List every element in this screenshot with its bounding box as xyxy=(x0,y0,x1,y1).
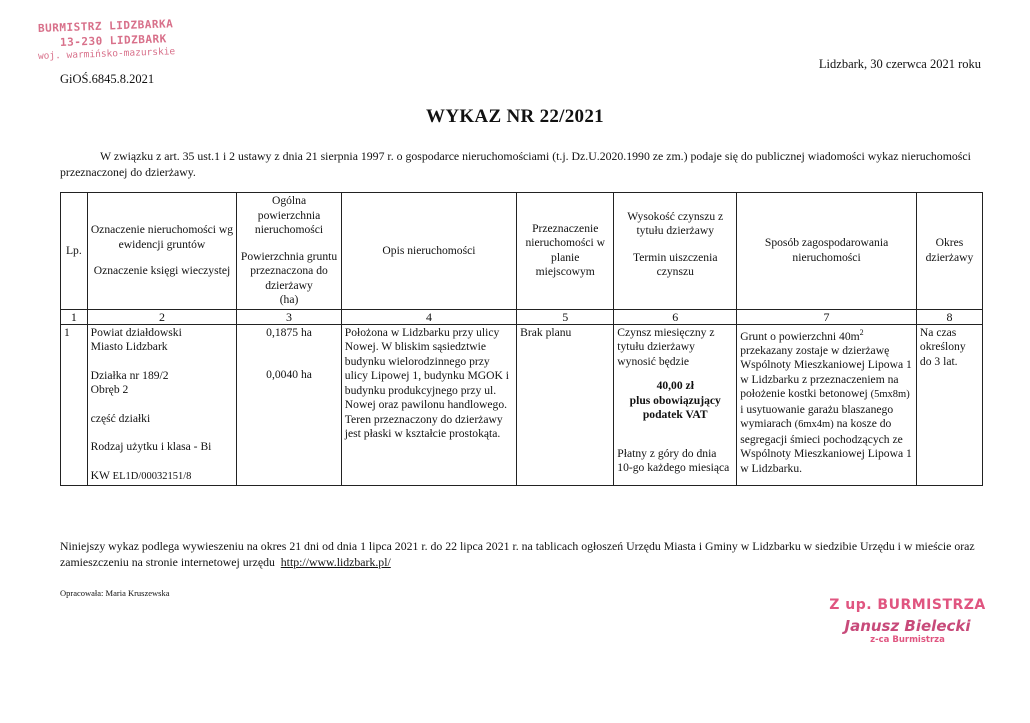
cell-czynsz-vat: plus obowiązujący podatek VAT xyxy=(629,393,721,421)
cell-sposob-c: i usytuowanie garażu blaszanego wymiarach xyxy=(740,402,894,431)
header-wysokosc: Wysokość czynszu z tytułu dzierżawy xyxy=(627,209,724,238)
cell-kw-label: KW xyxy=(90,468,110,482)
header-oznaczenie-ksiega: Oznaczenie księgi wieczystej xyxy=(93,264,231,277)
header-powierzchnia-unit: (ha) xyxy=(279,293,299,306)
cell-przeznaczenie: Brak planu xyxy=(517,324,614,486)
footer-paragraph xyxy=(60,538,995,570)
signature-name: Janusz Bielecki xyxy=(844,617,971,635)
column-number: 6 xyxy=(614,309,737,324)
cell-sposob-b: (5mx8m) xyxy=(870,389,910,401)
signature-stamp xyxy=(820,597,995,645)
intro-paragraph: W związku z art. 35 ust.1 i 2 ustawy z dnia 21 sierpnia 1997 r. o gospodarce nieruchomościami (t.j. Dz.U.2020.1990 ze zm.) podaje się do publicznej wiadomości wykaz nieruchomości przeznaczonej do dzierżawy. xyxy=(60,149,971,179)
property-table xyxy=(60,192,983,486)
cell-czesc: część działki xyxy=(90,411,151,425)
column-number: 5 xyxy=(517,309,614,324)
reference-number: GiOŚ.6845.8.2021 xyxy=(60,72,155,86)
header-opis: Opis nieruchomości xyxy=(341,193,516,310)
cell-opis: Położona w Lidzbarku przy ulicy Nowej. W bliskim sąsiedztwie budynku wielorodzinnego przy ulicy Lipowej 1, budynku MGOK i budynku produkcyjnego przy ul. Nowej oraz pawilonu handlowego. Teren przeznaczony do dzierżawy jest płaski w kształcie prostokąta. xyxy=(341,324,516,486)
column-number: 8 xyxy=(916,309,982,324)
cell-pow-dzierzawy: 0,0040 ha xyxy=(266,368,312,381)
cell-czynsz-intro: Czynsz miesięczny z tytułu dzierżawy wynosić będzie xyxy=(617,325,715,368)
office-stamp xyxy=(37,17,218,64)
header-lp: Lp. xyxy=(61,193,88,310)
header-powierzchnia xyxy=(237,193,342,310)
table-header-row xyxy=(61,193,983,310)
header-oznaczenie xyxy=(87,193,237,310)
header-przeznaczenie: Przeznaczenie nieruchomości w planie miejscowym xyxy=(517,193,614,310)
cell-sposob-a: przekazany zostaje w dzierżawę Wspólnoty Mieszkaniowej Lipowa 1 w Lidzbarku z przeznaczeniem na położenie kostki betonowej xyxy=(740,343,912,401)
cell-kw-value: EL1D/00032151/8 xyxy=(112,470,192,482)
header-sposob: Sposób zagospodarowania nieruchomości xyxy=(737,193,917,310)
header-powierzchnia-dzierzawy: Powierzchnia gruntu przeznaczona do dzierżawy xyxy=(240,249,338,292)
cell-sposob xyxy=(737,324,917,486)
header-termin: Termin uiszczenia czynszu xyxy=(632,250,718,279)
cell-powierzchnia xyxy=(237,324,342,486)
cell-sposob-e: na kosze do segregacji śmieci pochodzących ze Wspólnoty Mieszkaniowej Lipowa 1 w Lidzbarku. xyxy=(740,417,912,475)
signature-line-1: Z up. BURMISTRZA xyxy=(829,597,986,613)
footer-text: Niniejszy wykaz podlega wywieszeniu na okres 21 dni od dnia 1 lipca 2021 r. do 22 lipca 2021 r. na tablicach ogłoszeń Urzędu Miasta i Gminy w Lidzbarku w siedzibie Urzędu i w mieście oraz zamieszczeniu na stronie internetowej urzędu xyxy=(60,539,975,569)
cell-sposob-pre: Grunt o powierzchni 40m xyxy=(740,329,860,343)
cell-lp: 1 xyxy=(61,324,88,486)
column-number: 3 xyxy=(237,309,342,324)
cell-pow-ogolna: 0,1875 ha xyxy=(266,325,312,339)
cell-powiat: Powiat działdowski xyxy=(90,325,182,339)
header-czynsz xyxy=(614,193,737,310)
column-number-row xyxy=(61,309,983,324)
cell-sposob-d: (6mx4m) xyxy=(794,419,834,431)
place-and-date: Lidzbark, 30 czerwca 2021 roku xyxy=(818,57,981,71)
cell-okres: Na czas określony do 3 lat. xyxy=(916,324,982,486)
cell-sposob-sup: 2 xyxy=(859,327,864,337)
prepared-by: Opracowała: Maria Kruszewska xyxy=(60,588,170,598)
table-row xyxy=(61,324,983,486)
stamp-line-2: 13-230 LIDZBARK xyxy=(59,32,167,49)
cell-oznaczenie xyxy=(87,324,237,486)
column-number: 4 xyxy=(341,309,516,324)
header-oznaczenie-ewidencja: Oznaczenie nieruchomości wg ewidencji gruntów xyxy=(90,223,234,251)
column-number: 1 xyxy=(61,309,88,324)
cell-czynsz xyxy=(614,324,737,486)
cell-dzialka: Działka nr 189/2 xyxy=(90,368,169,382)
column-number: 7 xyxy=(737,309,917,324)
header-okres: Okres dzierżawy xyxy=(916,193,982,310)
cell-obreb: Obręb 2 xyxy=(90,383,129,396)
stamp-line-3: woj. warmińsko-mazurskie xyxy=(37,46,176,62)
header-powierzchnia-ogolna: Ogólna powierzchnia nieruchomości xyxy=(254,194,324,236)
footer-url-link[interactable]: http://www.lidzbark.pl/ xyxy=(280,555,391,569)
column-number: 2 xyxy=(87,309,237,324)
cell-czynsz-kwota: 40,00 zł xyxy=(656,379,694,392)
cell-miasto: Miasto Lidzbark xyxy=(90,340,168,353)
cell-rodzaj: Rodzaj użytku i klasa - Bi xyxy=(90,440,212,453)
cell-kw xyxy=(91,469,234,485)
signature-role: z-ca Burmistrza xyxy=(870,635,945,645)
stamp-line-1: BURMISTRZ LIDZBARKA xyxy=(37,17,174,35)
cell-termin: Płatny z góry do dnia 10-go każdego miesiąca xyxy=(617,446,730,474)
document-title: WYKAZ NR 22/2021 xyxy=(426,106,604,127)
